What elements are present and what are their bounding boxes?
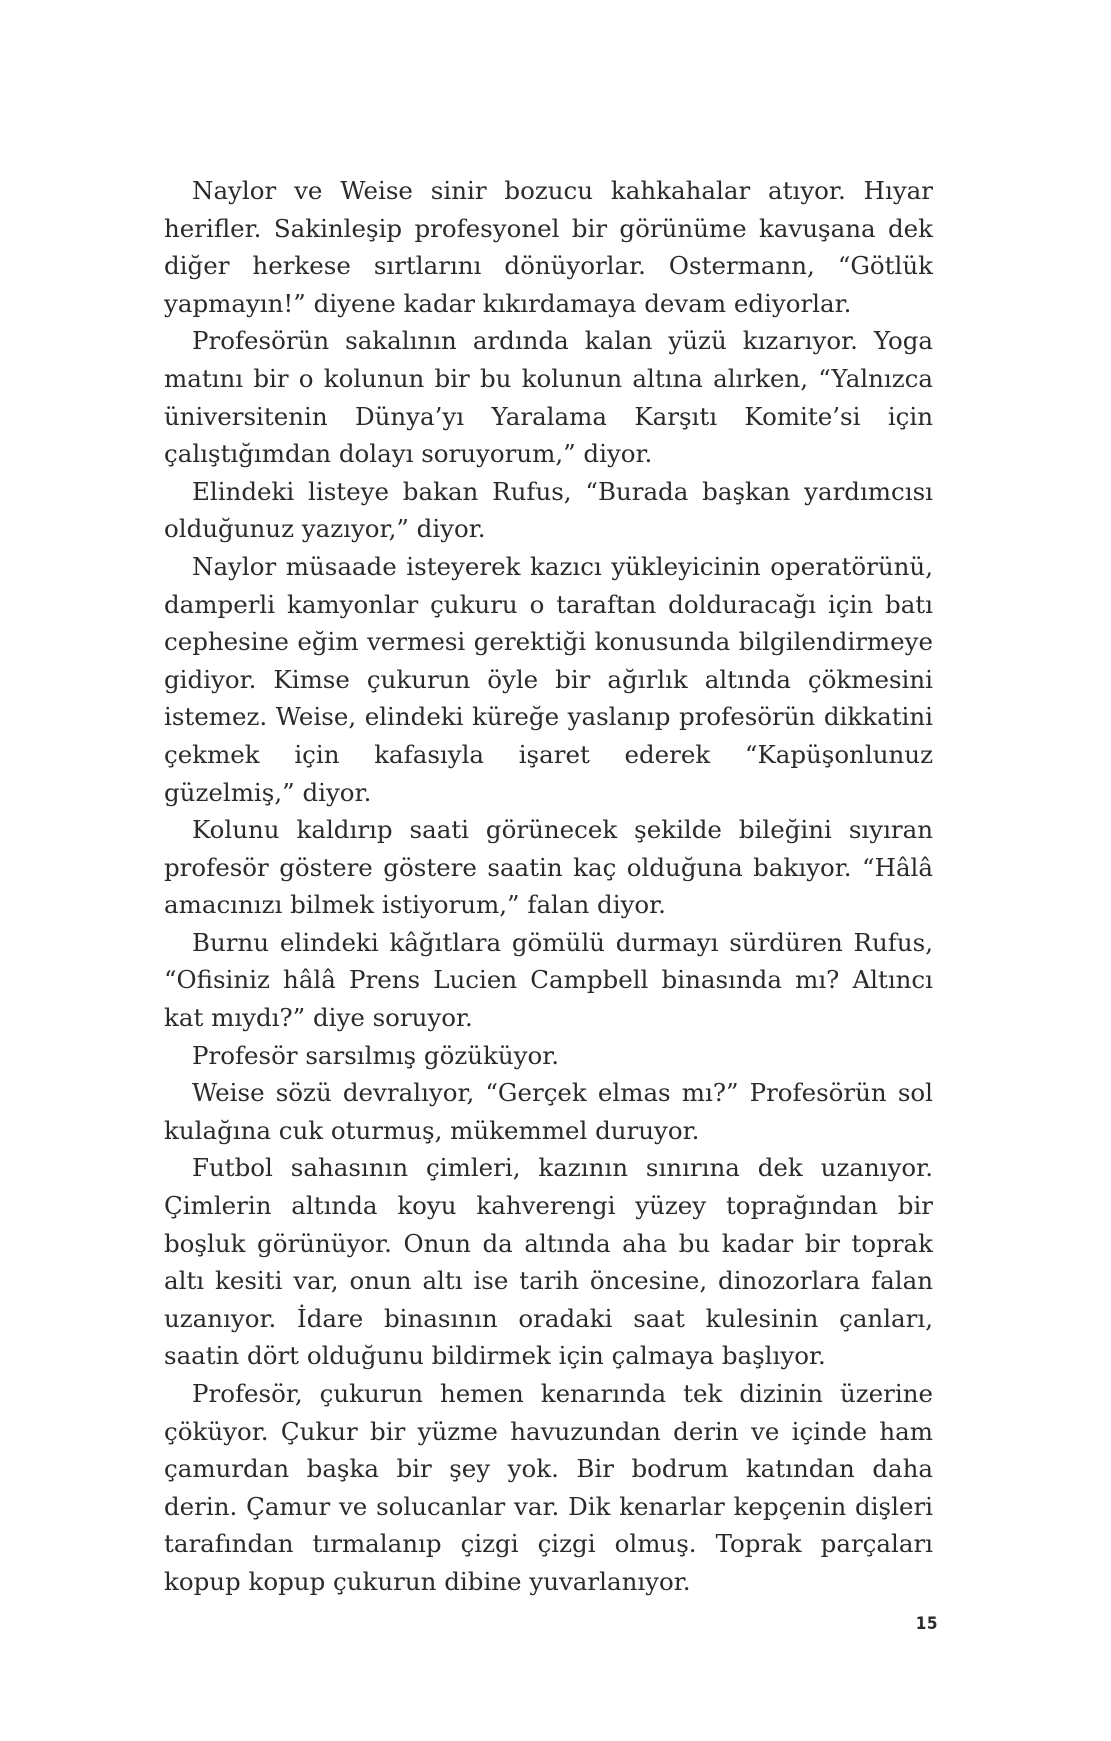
paragraph: Naylor ve Weise sinir bozucu kahkahalar atıyor. Hıyar herifler. Sakinleşip profesyonel bir görünüme kavuşana dek diğer herkese sırtlarını dönüyorlar. Ostermann, “Götlük yapmayın!” diyene kadar kıkırdamaya devam ediyorlar. — [164, 176, 933, 318]
paragraph: Profesörün sakalının ardında kalan yüzü kızarıyor. Yoga matını bir o kolunun bir bu kolunun altına alırken, “Yalnızca üniversitenin Dünya’yı Yaralama Karşıtı Komite’si için çalıştığımdan dolayı soruyorum,” diyor. — [164, 326, 933, 469]
paragraph: Futbol sahasının çimleri, kazının sınırına dek uzanıyor. Çimlerin altında koyu kahverengi yüzey toprağından bir boşluk görünüyor. Onun da altında aha bu kadar bir toprak altı kesiti var, onun altı ise tarih öncesine, dinozorlara falan uzanıyor. İdare binasının oradaki saat kulesinin çanları, saatin dört olduğunu bildirmek için çalmaya başlıyor. — [164, 1153, 933, 1371]
paragraph: Naylor müsaade isteyerek kazıcı yükleyicinin operatörünü, damperli kamyonlar çukuru o taraftan dolduracağı için batı cephesine eğim vermesi gerektiği konusunda bilgilendirmeye gidiyor. Kimse çukurun öyle bir ağırlık altında çökmesini istemez. Weise, elindeki küreğe yaslanıp profesörün dikkatini çekmek için kafasıyla işaret ederek “Kapüşonlunuz güzelmiş,” diyor. — [164, 551, 933, 807]
page-number: 15 — [915, 1614, 938, 1634]
paragraph: Profesör, çukurun hemen kenarında tek dizinin üzerine çöküyor. Çukur bir yüzme havuzundan derin ve içinde ham çamurdan başka bir şey yok. Bir bodrum katından daha derin. Çamur ve solucanlar var. Dik kenarlar kepçenin dişleri tarafından tırmalanıp çizgi çizgi olmuş. Toprak parçaları kopup kopup çukurun dibine yuvarlanıyor. — [164, 1379, 933, 1596]
paragraph: Kolunu kaldırıp saati görünecek şekilde bileğini sıyıran profesör göstere göstere saatin kaç olduğuna bakıyor. “Hâlâ amacınızı bilmek istiyorum,” falan diyor. — [164, 815, 933, 920]
paragraph: Burnu elindeki kâğıtlara gömülü durmayı sürdüren Rufus, “Ofisiniz hâlâ Prens Lucien Campbell binasında mı? Altıncı kat mıydı?” diye soruyor. — [164, 927, 933, 1033]
paragraph: Elindeki listeye bakan Rufus, “Burada başkan yardımcısı olduğunuz yazıyor,” diyor. — [164, 476, 933, 544]
paragraph: Profesör sarsılmış gözüküyor. — [192, 1040, 560, 1070]
paragraph: Weise sözü devralıyor, “Gerçek elmas mı?” Profesörün sol kulağına cuk oturmuş, mükemmel duruyor. — [164, 1078, 933, 1145]
body-text — [164, 172, 933, 1601]
